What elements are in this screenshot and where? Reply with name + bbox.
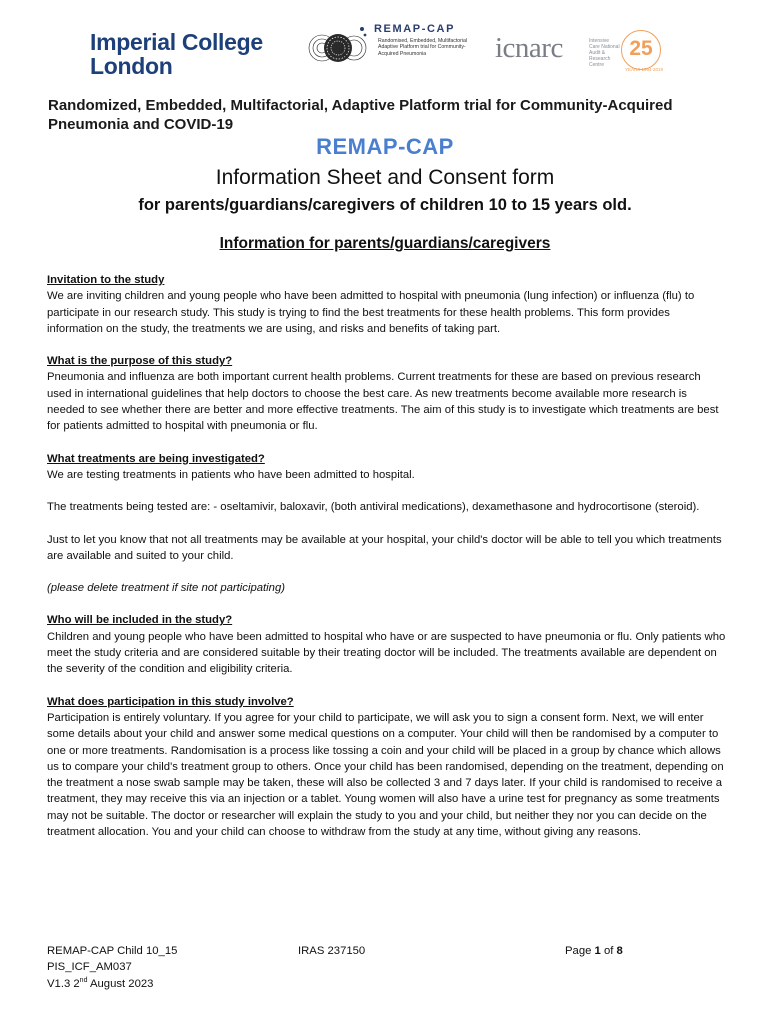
participation-text: Participation is entirely voluntary. If you agree for your child to participate, we will ask you to sign a consent form. Next, we will enter some details about your child and answer some medical questions on a computer. Your child will then be randomised by a computer to one or more treatments. Randomisation is a process like tossing a coin and your child will be placed in a group by chance which allows us to compare your child's treatment group to others. Once your child has been randomised, depending on the treatment, depending on the treatment a nose swab sample may be taken, these will also be collected 3 and 7 days later. If your child is randomised to receive a treatment, they may receive this via an injection or a tablet. Young women will also have a urine test for pregnancy as some treatments may not be suitable. The doctor or researcher will explain the study to you and your child, but neither they nor you can decide on the treatment allocation. You and your child can choose to withdraw from the study at any time, without giving any reasons. xyxy=(47,711,724,839)
imperial-logo-line1: Imperial College xyxy=(90,29,263,55)
treatments-text-1: We are testing treatments in patients who have been admitted to hospital. xyxy=(47,468,415,481)
treatments-text-2: The treatments being tested are: - oseltamivir, baloxavir, (both antiviral medications), dexamethasone and hydrocortisone (steroid). xyxy=(47,501,700,514)
participation-heading: What does participation in this study involve? xyxy=(47,695,294,708)
footer-doc-name: REMAP-CAP Child 10_15 xyxy=(47,945,178,957)
treatments-text-3: Just to let you know that not all treatments may be available at your hospital, your child's doctor will be able to tell you which treatments are available and suited to your child. xyxy=(47,533,722,562)
footer-doc-code: PIS_ICF_AM037 xyxy=(47,961,132,974)
audience-subtitle: for parents/guardians/caregivers of children 10 to 15 years old. xyxy=(138,196,632,214)
document-body xyxy=(47,272,727,840)
globe-icon xyxy=(308,19,370,77)
remap-cap-logo xyxy=(308,17,468,79)
icnarc-tagline: Intensive Care National Audit & Research Centre xyxy=(589,38,620,68)
page-current: 1 xyxy=(594,945,601,957)
trial-title: Randomized, Embedded, Multifactorial, Adaptive Platform trial for Community-Acquired Pneumonia and COVID-19 xyxy=(48,97,673,133)
info-section-title: Information for parents/guardians/caregivers xyxy=(219,235,551,252)
included-text: Children and young people who have been admitted to hospital who have or are suspected to have pneumonia or flu. Only patients who meet the study criteria and are considered suitable by their treating doctor will be included. The treatments available are dependent on the severity of the condition and eligibility criteria. xyxy=(47,630,726,676)
version-suffix: August 2023 xyxy=(87,977,154,990)
icnarc-logo: icnarc xyxy=(495,32,563,64)
remap-logo-subtitle: Randomised, Embedded, Multifactorial Adaptive Platform trial for Community-Acquired Pneumonia xyxy=(378,38,468,57)
footer-iras: IRAS 237150 xyxy=(298,945,366,957)
anniversary-sub: YEARS 1994-2019 xyxy=(625,67,664,72)
included-heading: Who will be included in the study? xyxy=(47,614,233,627)
page-prefix: Page xyxy=(565,945,595,957)
invitation-text: We are inviting children and young people who have been admitted to hospital with pneumonia (lung infection) or influenza (flu) to participate in our research study. This study is trying to find the best treatments for these health problems. This form provides information on the study, the treatments we are using, and risks and benefits of taking part. xyxy=(47,290,695,335)
page-of: of xyxy=(600,945,617,957)
treatments-note: (please delete treatment if site not participating) xyxy=(47,582,285,595)
version-prefix: V1.3 2 xyxy=(47,977,80,990)
purpose-text: Pneumonia and influenza are both important current health problems. Current treatments for these are based on previous research used in international guidelines that help doctors to choose the best care. As new treatments become available more research is needed to see whether there are better and more effective treatments. The aim of this study is to investigate which treatments are best for patients admitted to hospital with pneumonia or flu. xyxy=(47,371,719,433)
treatments-heading: What treatments are being investigated? xyxy=(47,452,265,465)
page-total: 8 xyxy=(616,945,623,957)
imperial-logo-line2: London xyxy=(90,53,173,79)
footer-version xyxy=(47,976,247,992)
footer-page-number xyxy=(565,943,623,959)
purpose-heading: What is the purpose of this study? xyxy=(47,355,233,368)
invitation-heading: Invitation to the study xyxy=(47,274,165,286)
footer-doc-info xyxy=(47,943,247,992)
imperial-college-logo xyxy=(90,30,263,78)
remap-logo-title: REMAP-CAP xyxy=(374,23,456,35)
study-acronym: REMAP-CAP xyxy=(316,134,454,159)
version-sup: nd xyxy=(79,976,88,984)
sheet-title: Information Sheet and Consent form xyxy=(215,166,555,189)
anniversary-badge: 25 xyxy=(621,30,661,70)
